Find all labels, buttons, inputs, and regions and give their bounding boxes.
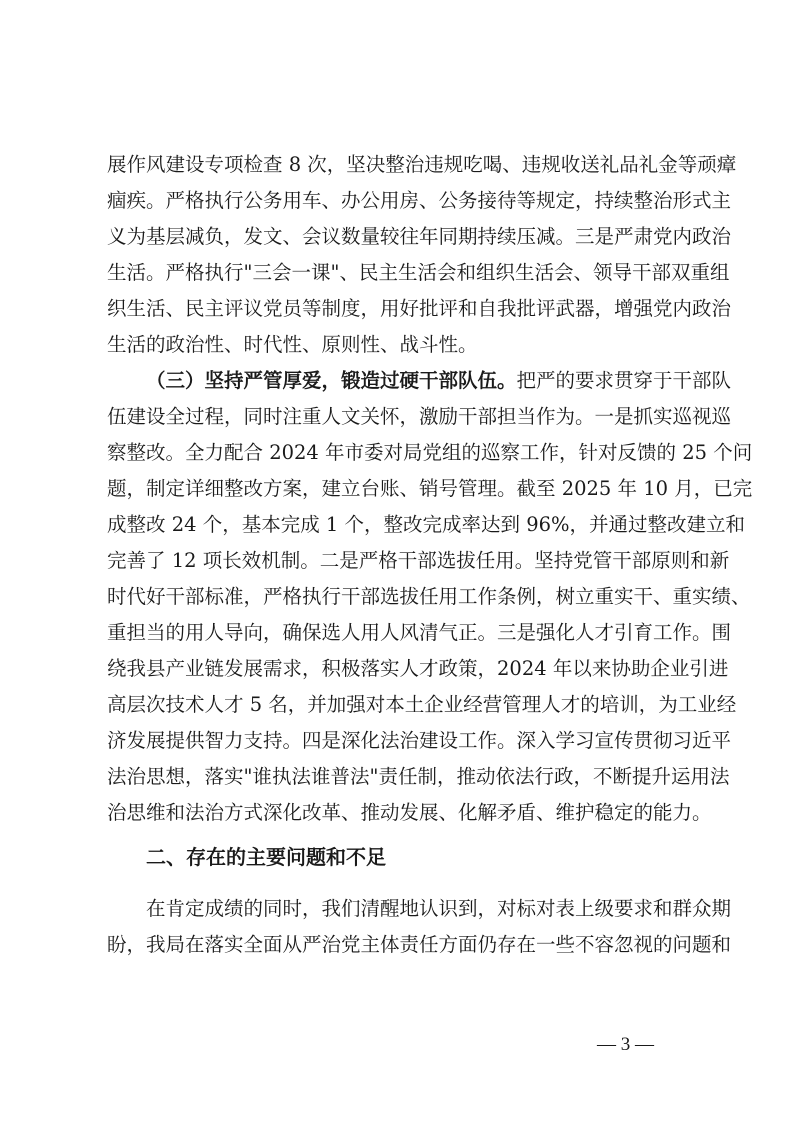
- paragraph-line: 生活的政治性、时代性、原则性、战斗性。: [107, 333, 478, 356]
- paragraph-line: 伍建设全过程，同时注重人文关怀，激励干部担当作为。一是抓实巡视巡: [107, 405, 732, 428]
- paragraph-line: 在肯定成绩的同时，我们清醒地认识到，对标对表上级要求和群众期: [146, 897, 732, 920]
- subheading-3: （三）坚持严管厚爱，锻造过硬干部队伍。: [146, 369, 517, 392]
- paragraph-line: 织生活、民主评议党员等制度，用好批评和自我批评武器，增强党内政治: [107, 297, 732, 320]
- paragraph-line: 高层次技术人才 5 名，并加强对本土企业经营管理人才的培训，为工业经: [107, 693, 737, 716]
- paragraph-line: 盼，我局在落实全面从严治党主体责任方面仍存在一些不容忽视的问题和: [107, 933, 732, 956]
- paragraph-line: 重担当的用人导向，确保选人用人风清气正。三是强化人才引育工作。围: [107, 621, 732, 644]
- paragraph-line: 生活。严格执行"三会一课"、民主生活会和组织生活会、领导干部双重组: [107, 261, 730, 284]
- paragraph-line: 察整改。全力配合 2024 年市委对局党组的巡察工作，针对反馈的 25 个问: [107, 441, 753, 464]
- paragraph-line: 完善了 12 项长效机制。二是严格干部选拔任用。坚持党管干部原则和新: [107, 549, 730, 572]
- paragraph-line: 治思维和法治方式深化改革、推动发展、化解矛盾、维护稳定的能力。: [107, 801, 712, 824]
- paragraph-line: 绕我县产业链发展需求，积极落实人才政策，2024 年以来协助企业引进: [107, 657, 729, 680]
- paragraph-line: 法治思想，落实"谁执法谁普法"责任制，推动依法行政，不断提升运用法: [107, 765, 730, 788]
- section-2-heading: 二、存在的主要问题和不足: [146, 845, 386, 869]
- paragraph-line: 痼疾。严格执行公务用车、办公用房、公务接待等规定，持续整治形式主: [107, 189, 732, 212]
- subheading-3-rest: 把严的要求贯穿于干部队: [516, 369, 732, 392]
- page-number: — 3 —: [597, 1034, 654, 1055]
- paragraph-line: 济发展提供智力支持。四是深化法治建设工作。深入学习宣传贯彻习近平: [107, 729, 732, 752]
- paragraph-line: 展作风建设专项检查 8 次，坚决整治违规吃喝、违规收送礼品礼金等顽瘴: [107, 153, 737, 176]
- paragraph-line: 题，制定详细整改方案，建立台账、销号管理。截至 2025 年 10 月，已完: [107, 477, 753, 500]
- paragraph-line: 义为基层减负，发文、会议数量较往年同期持续压减。三是严肃党内政治: [107, 225, 732, 248]
- subheading-line: [146, 366, 732, 396]
- paragraph-line: 时代好干部标准，严格执行干部选拔任用工作条例，树立重实干、重实绩、: [107, 585, 751, 608]
- paragraph-line: 成整改 24 个，基本完成 1 个，整改完成率达到 96%，并通过整改建立和: [107, 513, 746, 536]
